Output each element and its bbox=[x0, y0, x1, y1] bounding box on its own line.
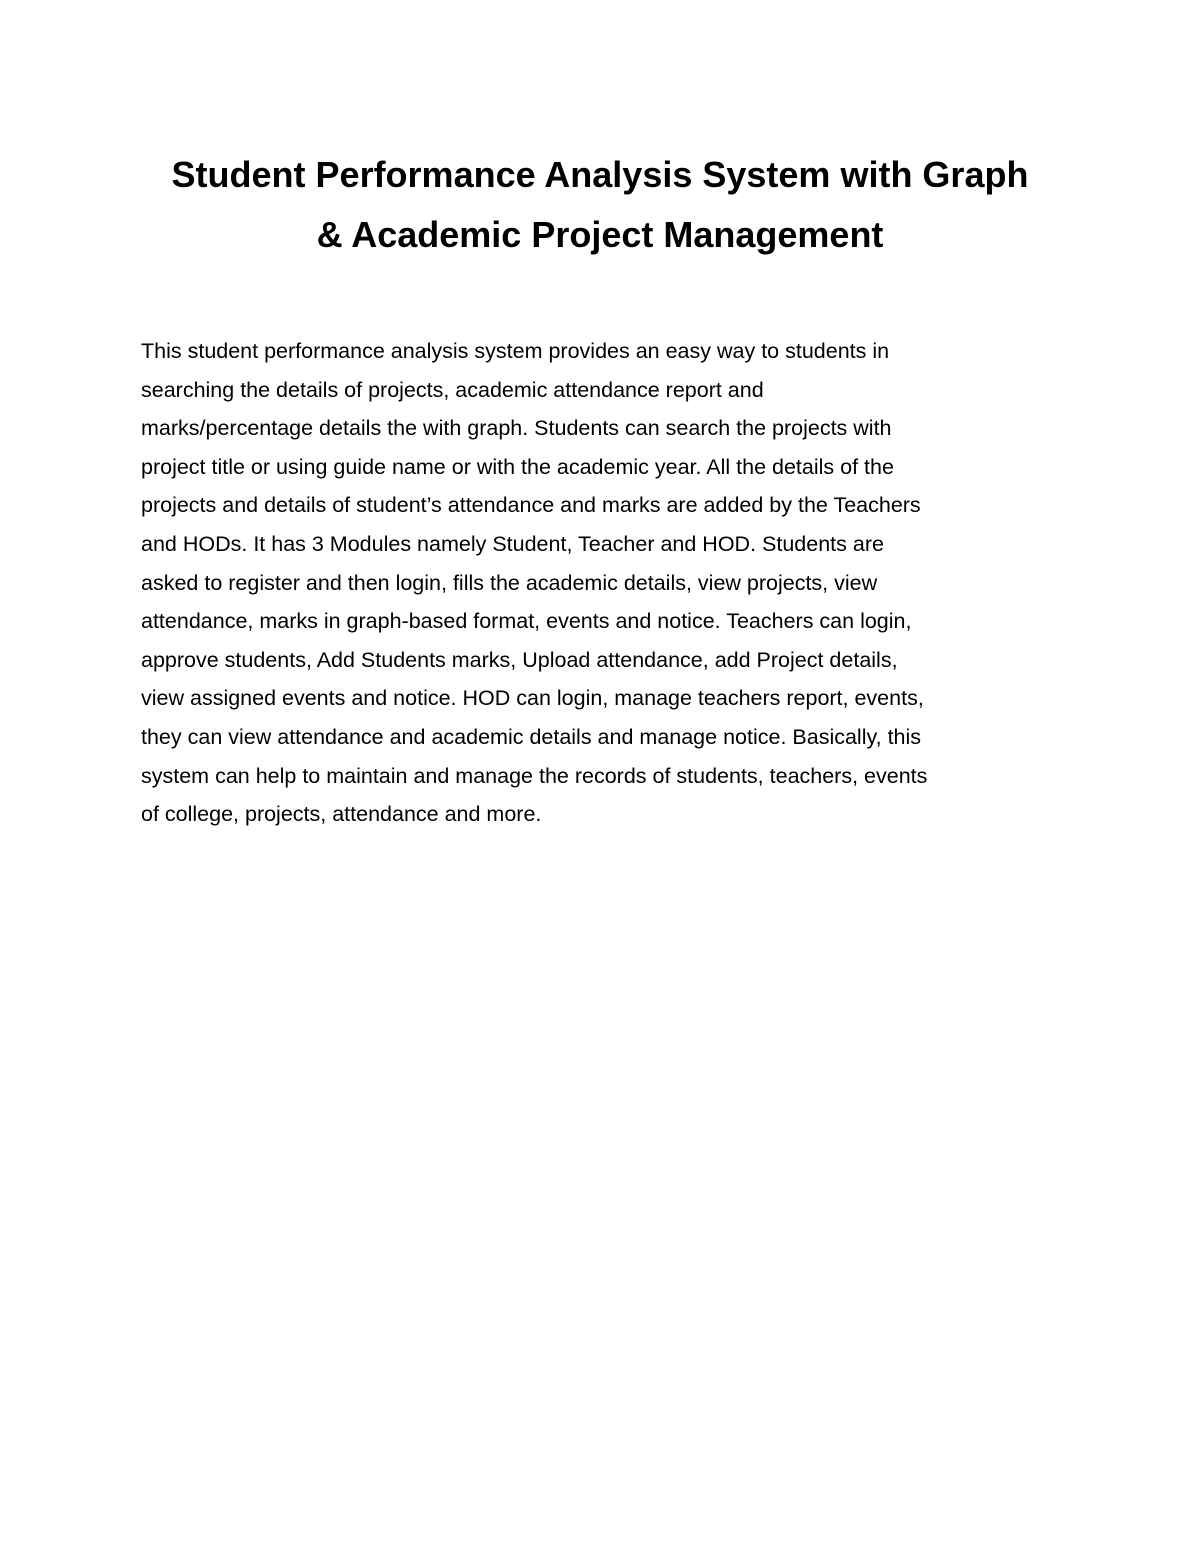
body-line: attendance, marks in graph-based format, events and notice. Teachers can login, bbox=[141, 609, 912, 634]
body-line: projects and details of student’s attendance and marks are added by the Teachers bbox=[141, 493, 921, 518]
body-line: of college, projects, attendance and more. bbox=[141, 802, 542, 827]
body-line: marks/percentage details the with graph. Students can search the projects with bbox=[141, 416, 892, 441]
body-line: they can view attendance and academic details and manage notice. Basically, this bbox=[141, 724, 922, 749]
body-line: system can help to maintain and manage the records of students, teachers, events bbox=[141, 763, 928, 788]
body-line: This student performance analysis system provides an easy way to students in bbox=[141, 339, 890, 363]
body-line: asked to register and then login, fills the academic details, view projects, view bbox=[141, 570, 878, 595]
body-line: project title or using guide name or with the academic year. All the details of the bbox=[141, 454, 894, 479]
document-title bbox=[140, 145, 1060, 265]
body-line: view assigned events and notice. HOD can login, manage teachers report, events, bbox=[141, 686, 924, 711]
body-line: approve students, Add Students marks, Upload attendance, add Project details, bbox=[141, 647, 898, 672]
document-body-paragraph bbox=[141, 332, 1071, 834]
body-line: and HODs. It has 3 Modules namely Student, Teacher and HOD. Students are bbox=[141, 531, 884, 556]
title-line-1: Student Performance Analysis System with Graph bbox=[171, 154, 1029, 195]
body-line: searching the details of projects, academic attendance report and bbox=[141, 377, 764, 402]
title-line-2: & Academic Project Management bbox=[316, 214, 884, 255]
